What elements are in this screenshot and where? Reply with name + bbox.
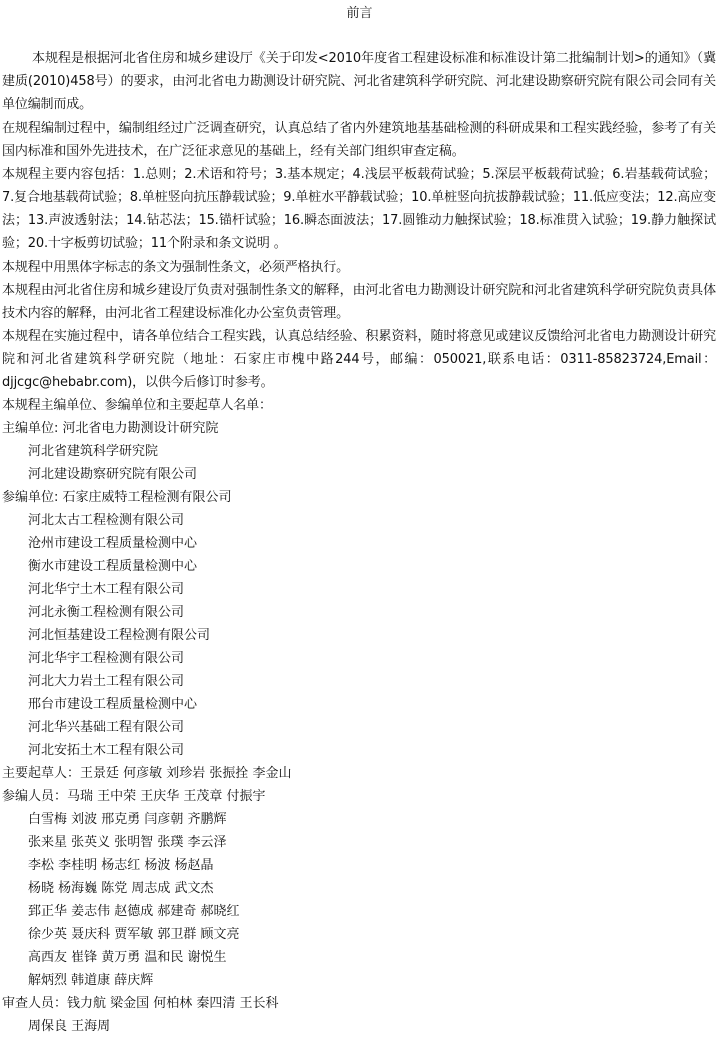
participating-unit: 河北太古工程检测有限公司 [28,513,185,528]
intro-paragraph: 本规程是根据河北省住房和城乡建设厅《关于印发<2010年度省工程建设标准和标准设计第二批编制计划>的通知》（冀建质(2010)458号）的要求，由河北省电力勘测设计研究院、河北省建筑科学研究院、河北建设勘察研究院有限公司会同有关单位编制而成。 [2,51,716,112]
participating-staff: 张来星 张英义 张明智 张璞 李云泽 [28,835,227,850]
reviewers: 周保良 王海周 [28,1019,111,1034]
participating-staff: 杨晓 杨海巍 陈党 周志成 武文杰 [28,881,214,896]
participating-unit: 河北永衡工程检测有限公司 [28,605,185,620]
interpretation-paragraph: 本规程由河北省住房和城乡建设厅负责对强制性条文的解释，由河北省电力勘测设计研究院和河北省建筑科学研究院负责具体技术内容的解释，由河北省工程建设标准化办公室负责管理。 [2,283,716,321]
participating-unit: 河北华宁土木工程有限公司 [28,582,185,597]
participating-unit: 河北大力岩土工程有限公司 [28,674,185,689]
participating-unit: 邢台市建设工程质量检测中心 [28,697,198,712]
document-title: 前言 [346,6,373,21]
chief-editor-unit: 主编单位: 河北省电力勘测设计研究院 [2,421,219,436]
main-drafters: 主要起草人：王景廷 何彦敏 刘珍岩 张振拴 李金山 [2,766,292,781]
roster-heading: 本规程主编单位、参编单位和主要起草人名单： [2,398,272,413]
mandatory-clause-paragraph: 本规程中用黑体字标志的条文为强制性条文，必须严格执行。 [2,260,349,275]
participating-staff: 徐少英 聂庆科 贾军敏 郭卫群 顾文亮 [28,927,240,942]
participating-unit: 衡水市建设工程质量检测中心 [28,559,198,574]
participating-unit: 河北安拓土木工程有限公司 [28,743,185,758]
feedback-paragraph: 本规程在实施过程中，请各单位结合工程实践，认真总结经验、积累资料，随时将意见或建议反馈给河北省电力勘测设计研究院和河北省建筑科学研究院（地址：石家庄市槐中路244号，邮编：050021,联系电话：0311-85823724,Email：djjcgc@hebabr.com)，以供今后修订时参考。 [2,329,716,390]
chief-editor-unit: 河北省建筑科学研究院 [28,444,159,459]
contents-paragraph: 本规程主要内容包括：1.总则；2.术语和符号；3.基本规定；4.浅层平板载荷试验；5.深层平板载荷试验；6.岩基载荷试验；7.复合地基载荷试验；8.单桩竖向抗压静载试验；9.单桩水平静载试验；10.单桩竖向抗拔静载试验；11.低应变法；12.高应变法；13.声波透射法；14.钻芯法；15.锚杆试验；16.瞬态面波法；17.圆锥动力触探试验；18.标准贯入试验；19.静力触探试验；20.十字板剪切试验；11个附录和条文说明 。 [2,167,716,251]
participating-staff: 高西友 崔锋 黄万勇 温和民 谢悦生 [28,950,227,965]
participating-staff: 解炳烈 韩道康 薛庆辉 [28,973,154,988]
participating-unit: 河北恒基建设工程检测有限公司 [28,628,211,643]
participating-unit: 河北华兴基础工程有限公司 [28,720,185,735]
reviewers: 审查人员：钱力航 梁金国 何柏林 秦四清 王长科 [2,996,279,1011]
participating-unit: 参编单位: 石家庄威特工程检测有限公司 [2,490,232,505]
participating-unit: 沧州市建设工程质量检测中心 [28,536,198,551]
participating-staff: 白雪梅 刘波 邢克勇 闫彦朝 齐鹏辉 [28,812,227,827]
compilation-paragraph: 在规程编制过程中，编制组经过广泛调查研究，认真总结了省内外建筑地基基础检测的科研成果和工程实践经验，参考了有关国内标准和国外先进技术，在广泛征求意见的基础上，经有关部门组织审查定稿。 [2,121,716,159]
participating-unit: 河北华宇工程检测有限公司 [28,651,185,666]
participating-staff: 参编人员：马瑞 王中荣 王庆华 王茂章 付振宇 [2,789,266,804]
chief-editor-unit: 河北建设勘察研究院有限公司 [28,467,198,482]
participating-staff: 李松 李桂明 杨志红 杨波 杨赵晶 [28,858,214,873]
participating-staff: 郅正华 姜志伟 赵德成 郝建奇 郝晓红 [28,904,240,919]
